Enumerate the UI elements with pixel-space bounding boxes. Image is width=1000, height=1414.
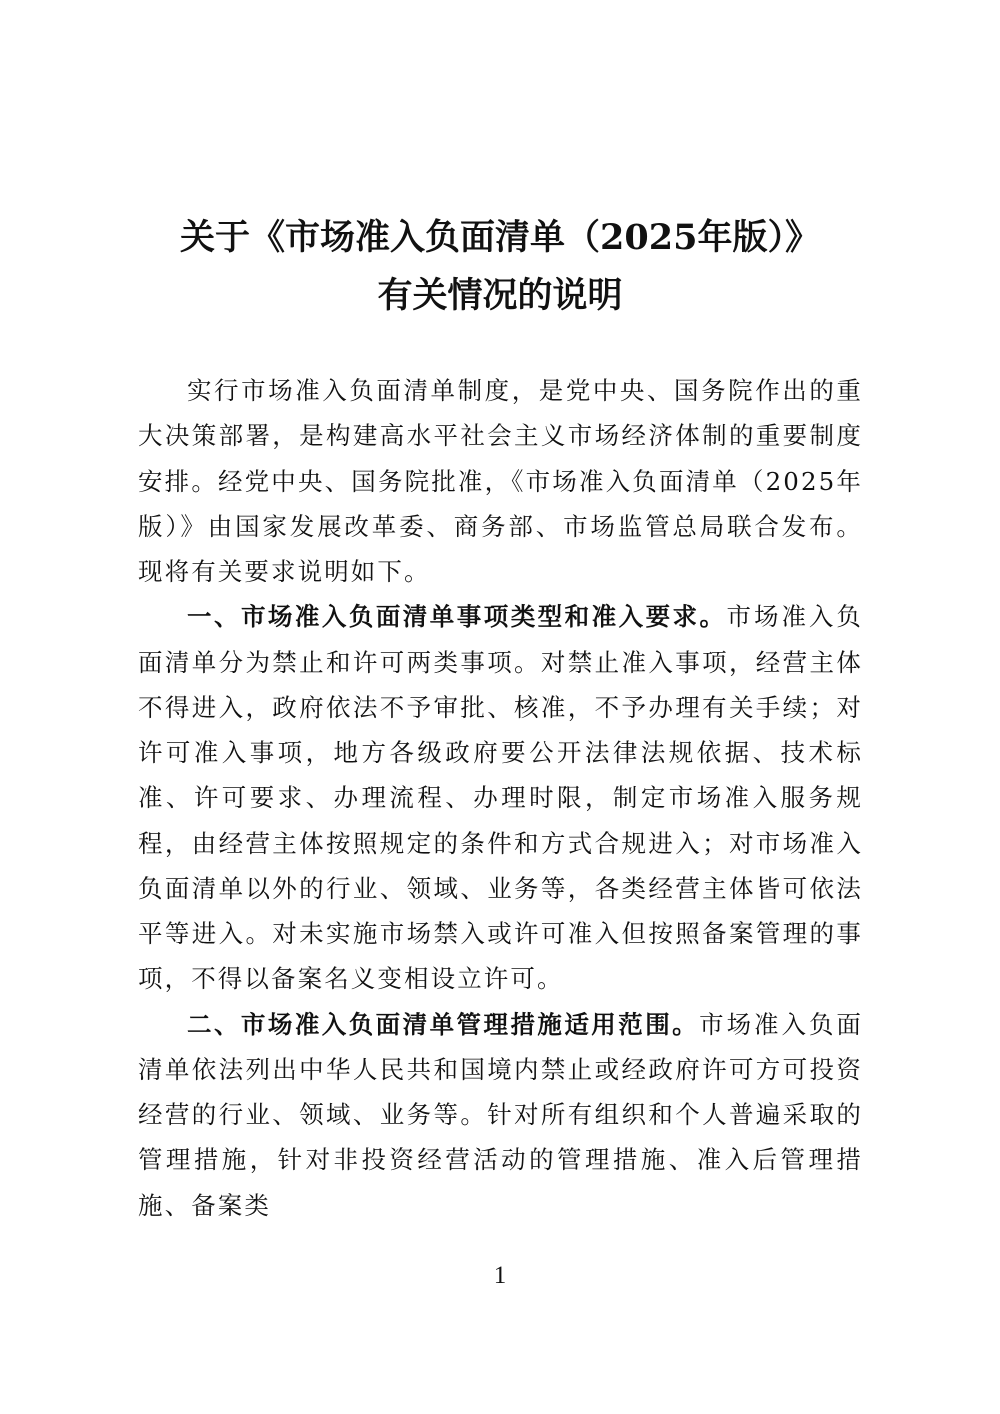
- paragraph-intro: [138, 368, 863, 594]
- document-title-line-1: 关于《市场准入负面清单（2025年版）》: [180, 217, 820, 258]
- document-title-line-2: 有关情况的说明: [377, 275, 623, 316]
- paragraph-text: 实行市场准入负面清单制度，是党中央、国务院作出的重大决策部署，是构建高水平社会主义市场经济体制的重要制度安排。经党中央、国务院批准，《市场准入负面清单（2025年版）》由国家发展改革委、商务部、市场监管总局联合发布。现将有关要求说明如下。: [138, 376, 863, 586]
- section-heading: 二、市场准入负面清单管理措施适用范围。: [187, 1009, 700, 1039]
- section-heading: 一、市场准入负面清单事项类型和准入要求。: [187, 602, 727, 632]
- paragraph-section-2: [138, 1002, 863, 1228]
- paragraph-text: 市场准入负面清单依法列出中华人民共和国境内禁止或经政府许可方可投资经营的行业、领域、业务等。针对所有组织和个人普遍采取的管理措施，针对非投资经营活动的管理措施、准入后管理措施、备案类: [138, 1009, 863, 1220]
- document-body: [138, 368, 863, 1228]
- paragraph-section-1: [138, 594, 863, 1001]
- paragraph-text: 市场准入负面清单分为禁止和许可两类事项。对禁止准入事项，经营主体不得进入，政府依法不予审批、核准，不予办理有关手续；对许可准入事项，地方各级政府要公开法律法规依据、技术标准、许可要求、办理流程、办理时限，制定市场准入服务规程，由经营主体按照规定的条件和方式合规进入；对市场准入负面清单以外的行业、领域、业务等，各类经营主体皆可依法平等进入。对未实施市场禁入或许可准入但按照备案管理的事项，不得以备案名义变相设立许可。: [138, 602, 863, 994]
- page-number: 1: [493, 1262, 507, 1289]
